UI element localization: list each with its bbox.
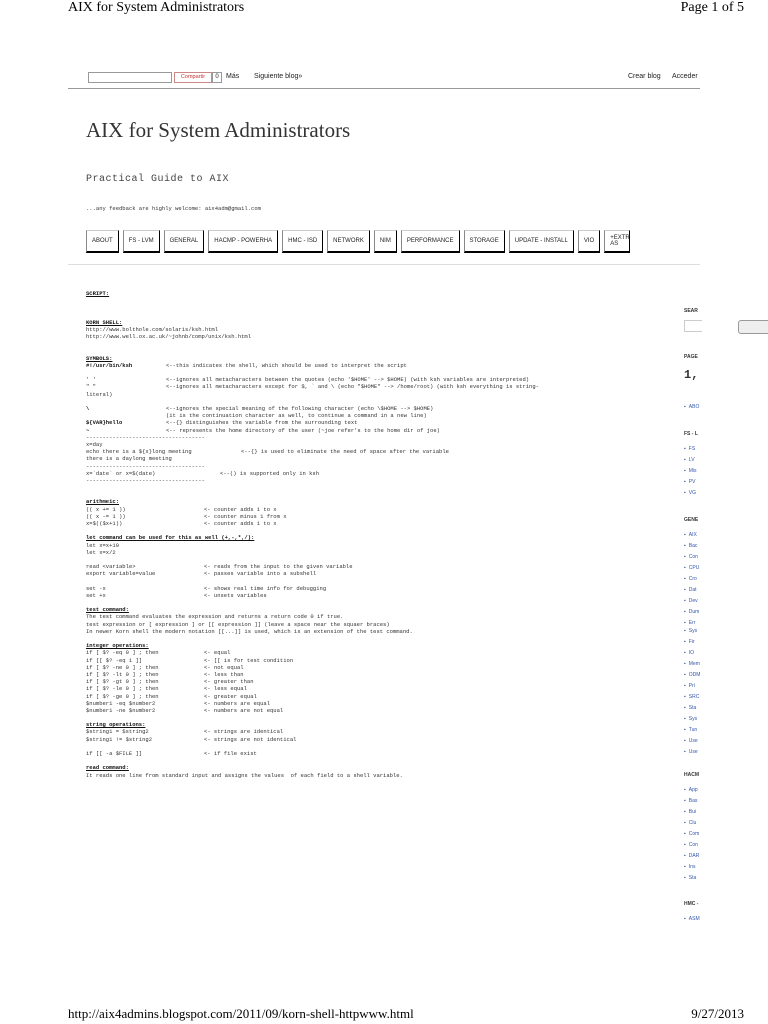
sidebar-item[interactable]: ▪ App [684,787,698,793]
code-line: #!/usr/bin/ksh [86,361,133,369]
code-line: echo there is a ${x}long meeting [86,448,192,456]
sidebar-item[interactable]: ▪ LV [684,457,695,463]
code-comment: <- shows real time info for debugging [204,584,327,592]
sidebar-item[interactable]: ▪ Clu [684,820,696,826]
tab-fs-lvm[interactable]: FS - LVM [123,230,160,253]
code-comment: <- if file exist [204,750,257,757]
code-line: literal) [86,390,113,398]
sidebar-item[interactable]: ▪ AIX [684,532,697,538]
code-line: (( x += 1 )) [86,505,126,513]
sidebar-item[interactable]: ▪ Con [684,554,698,560]
code-comment: <--() is supported only in ksh [220,469,320,477]
share-button[interactable]: Compartir [174,72,212,83]
sidebar-item[interactable]: ▪ CPU [684,565,699,571]
heading-symbols: SYMBOLS: [86,354,113,362]
code-comment: <- greater than [204,678,254,686]
sidebar-item[interactable]: ▪ Dum [684,609,699,615]
heading-let: let command can be used for this as well (+,-,*,/): [86,534,255,542]
navbar-search-input[interactable] [88,72,172,83]
sidebar-item[interactable]: ▪ IO [684,650,694,656]
code-line: if [[ $? -eq 1 ]] [86,656,143,664]
code-comment: <- strings are identical [204,728,284,736]
code-line: x=day [86,440,103,448]
code-line: let x=x/2 [86,548,116,556]
code-comment: (it is the continuation character as well, to continue a command in a new line) [166,412,427,420]
sidebar-item[interactable]: ▪ Use [684,749,698,755]
code-comment: <- less than [204,670,244,678]
next-blog-link[interactable]: Siguiente blog» [254,73,303,80]
sidebar-item[interactable]: ▪ FS [684,446,695,452]
code-line: \ [86,405,90,412]
heading-arithmetic: arithmeic: [86,498,120,506]
code-comment: <- passes variable into a subshell [204,570,317,578]
code-comment: <--ignores all metacharacters except for $, ` and \ (echo "$HOME" --> /home/root) (with ksh everything is string- [166,383,539,391]
code-comment: <--{} distinguishes the variable from the surrounding text [166,419,358,427]
code-line: read <variable> [86,563,136,571]
tab-extras[interactable]: +EXTR AS [604,230,630,253]
sidebar-item[interactable]: ▪ Pri [684,683,695,689]
header-separator [68,264,700,265]
post-body [86,290,676,779]
tab-nim[interactable]: NIM [374,230,397,253]
code-comment: <--ignores all metacharacters between the quotes (echo '$HOME' --> $HOME) (with ksh variables are interpreted) [166,376,530,384]
sidebar-item[interactable]: ▪ Sys [684,628,697,634]
print-footer-date: 9/27/2013 [691,1006,744,1021]
sidebar-item[interactable]: ▪ Sta [684,875,696,881]
text-line: The test command evaluates the expression and returns a return code 0 if true. [86,613,344,621]
create-blog-link[interactable]: Crear blog [628,73,661,80]
sidebar-item[interactable]: ▪ Com [684,831,699,837]
code-line: $string1 = $string2 [86,728,149,736]
code-comment: <- less equal [204,685,247,693]
heading-read-command: read command: [86,764,129,772]
scroll-handle[interactable] [738,320,768,334]
sidebar-item[interactable]: ▪ Bui [684,809,696,815]
sidebar-item[interactable]: ▪ Mem [684,661,700,667]
code-comment: <- counter adds 1 to x [204,505,277,513]
code-line: ' ' [86,376,96,384]
sidebar-item[interactable]: ▪ Dev [684,598,698,604]
sidebar-item-about[interactable]: ▪ ABO [684,404,699,410]
sidebar-item[interactable]: ▪ ODM [684,672,700,678]
divider-line: ------------------------------------ [86,462,205,470]
sidebar-item[interactable]: ▪ Con [684,842,698,848]
sidebar-item[interactable]: ▪ Bac [684,543,697,549]
code-line: $number1 -ne $number2 [86,706,156,714]
code-comment: <--this indicates the shell, which should be used to interpret the script [166,361,407,369]
heading-string-ops: string operations: [86,721,146,729]
code-line: ~ [86,426,90,434]
sidebar-fs-heading: FS - L [684,431,698,437]
code-line: set +x [86,591,106,599]
code-line: there is a daylong meeting [86,455,172,463]
page-tabs [86,230,634,254]
code-line: if [ $? -ne 0 ] ; then [86,663,159,671]
print-header [68,0,768,20]
code-line: (( x -= 1 )) [86,512,126,520]
code-comment: <- strings are not identical [204,735,297,743]
print-header-page: Page 1 of 5 [680,0,744,15]
tab-update-install[interactable]: UPDATE - INSTALL [509,230,574,253]
tab-performance[interactable]: PERFORMANCE [401,230,460,253]
link-well[interactable]: http://www.well.ox.ac.uk/~johnb/comp/unix/ksh.html [86,333,252,341]
tab-storage[interactable]: STORAGE [464,230,505,253]
sidebar-item[interactable]: ▪ ASM [684,916,700,922]
sidebar-item[interactable]: ▪ Ins [684,864,695,870]
print-header-title: AIX for System Administrators [68,0,245,15]
sidebar-item[interactable]: ▪ Err [684,620,695,626]
sidebar-item[interactable]: ▪ Sta [684,705,696,711]
code-comment: <- [[ is for test condition [204,656,294,664]
share-count: 0 [212,72,222,83]
heading-test: test command: [86,606,129,614]
sidebar-item[interactable]: ▪ Sys [684,716,697,722]
sidebar-item[interactable]: ▪ Fir [684,639,695,645]
sidebar-search-input[interactable] [684,320,702,332]
text-line: It reads one line from standard input and assigns the values of each field to a shell variable. [86,771,403,779]
sidebar-item[interactable]: ▪ Mis [684,468,697,474]
sidebar [682,300,702,940]
code-comment: <- numbers are not equal [204,706,284,714]
tab-hacmp[interactable]: HACMP - POWERHA [208,230,278,253]
sidebar-search-heading: SEAR [684,308,698,314]
code-line: x=$(($x+1)) [86,520,123,527]
sidebar-item[interactable]: ▪ DAR [684,853,699,859]
code-comment: <- greater equal [204,692,257,700]
text-line: In newer Korn shell the modern notation [[...]] is used, which is an extension of the test command. [86,627,413,635]
divider-line: ------------------------------------ [86,476,205,484]
sidebar-pageviews-heading: PAGE [684,354,698,360]
code-comment: <--ignores the special meaning of the following character (echo \$HOME --> $HOME) [166,405,434,412]
code-line: $string1 != $string2 [86,735,153,743]
code-line: ${VAR}hello [86,419,123,427]
sidebar-item[interactable]: ▪ VG [684,490,696,496]
code-comment: <- counter minus 1 from x [204,512,287,520]
code-line: " " [86,383,96,391]
code-comment: <- numbers are equal [204,699,271,707]
code-line: $number1 -eq $number2 [86,699,156,707]
code-line: let x=x+10 [86,541,120,549]
print-footer [68,1006,768,1024]
code-line: if [[ -a $FILE ]] [86,750,143,757]
code-line: if [ $? -le 0 ] ; then [86,685,159,693]
tab-network[interactable]: NETWORK [327,230,370,253]
sidebar-item[interactable]: ▪ Use [684,738,698,744]
code-comment: <- counter adds 1 to x [204,520,277,527]
sidebar-item[interactable]: ▪ PV [684,479,695,485]
heading-korn-shell: KORN SHELL: [86,318,123,326]
sidebar-hmc-heading: HMC - [684,901,699,907]
sidebar-item[interactable]: ▪ Cro [684,576,697,582]
heading-integer-ops: integer operations: [86,642,149,650]
code-line: x=`date` or x=$(date) [86,469,156,477]
sidebar-item[interactable]: ▪ SRC [684,694,699,700]
sidebar-general-heading: GENE [684,517,699,523]
divider-line: ------------------------------------ [86,433,205,441]
sidebar-item[interactable]: ▪ Bas [684,798,697,804]
blog-title[interactable]: AIX for System Administrators [86,118,351,142]
code-comment: <- reads from the input to the given variable [204,563,353,571]
code-line: export variable=value [86,570,156,578]
sidebar-hacmp-heading: HACM [684,772,699,778]
blog-description: Practical Guide to AIX [86,174,230,185]
code-comment: <-- represents the home directory of the user (~joe refer's to the home dir of joe) [166,426,440,434]
text-line: test expression or [ expression ] or [[ expression ]] (leave a space near the squaer braces) [86,620,390,628]
tab-vio[interactable]: VIO [578,230,600,253]
code-line: if [ $? -gt 0 ] ; then [86,678,159,686]
code-comment: <- equal [204,649,231,657]
login-link[interactable]: Acceder [672,73,698,80]
more-link[interactable]: Más [226,73,240,80]
feedback-note: ...any feedback are highly welcome: aix4adm@gmail.com [86,205,261,212]
print-footer-url: http://aix4admins.blogspot.com/2011/09/korn-shell-httpwww.html [68,1006,414,1021]
code-line: if [ $? -lt 0 ] ; then [86,670,159,678]
pageviews-count: 1, [684,368,699,382]
tab-hmc[interactable]: HMC - ISD [282,230,323,253]
code-comment: <- not equal [204,663,244,671]
link-bolthole[interactable]: http://www.bolthole.com/solaris/ksh.html [86,325,219,333]
sidebar-item[interactable]: ▪ Dat [684,587,697,593]
tab-general[interactable]: GENERAL [164,230,205,253]
sidebar-item[interactable]: ▪ Tun [684,727,697,733]
code-comment: <- unsets variables [204,591,267,599]
navbar-divider [68,88,700,89]
code-line: if [ $? -ge 0 ] ; then [86,692,159,700]
heading-script: SCRIPT: [86,290,110,297]
code-line: set -x [86,584,106,592]
blogger-navbar [88,70,700,86]
code-line: if [ $? -eq 0 ] ; then [86,649,159,657]
tab-about[interactable]: ABOUT [86,230,119,253]
code-comment: <--{} is used to eliminate the need of space after the variable [241,448,449,456]
